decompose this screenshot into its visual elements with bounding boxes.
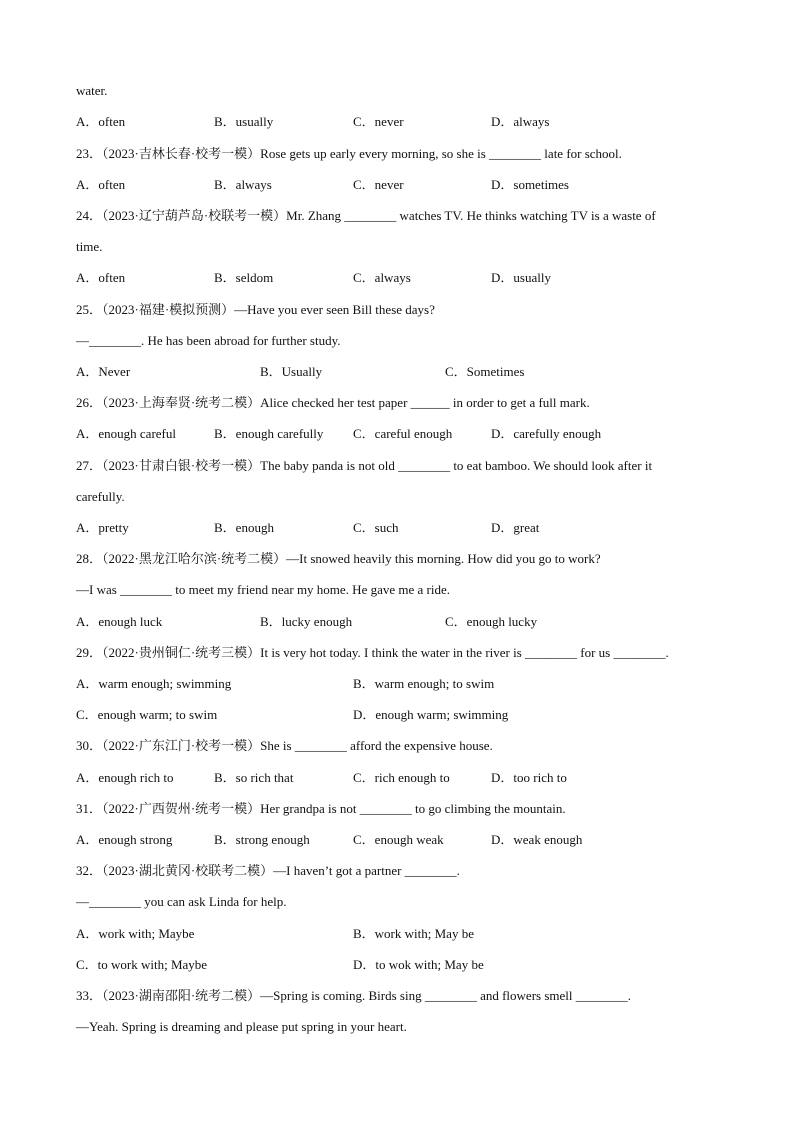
option-c: C．enough lucky <box>445 614 538 629</box>
option-a: A．pretty <box>76 520 129 535</box>
question-28-reply: —I was ________ to meet my friend near my home. He gave me a ride. <box>76 582 450 597</box>
question-32-reply: —________ you can ask Linda for help. <box>76 894 287 909</box>
question-25-stem: 25．（2023·福建·模拟预测）—Have you ever seen Bill these days? <box>76 302 435 317</box>
option-b: B．always <box>214 177 272 192</box>
option-c: C．enough weak <box>353 832 444 847</box>
option-d: D．always <box>491 114 550 129</box>
option-b: B．usually <box>214 114 274 129</box>
question-26-stem: 26．（2023·上海奉贤·统考二模）Alice checked her test paper ______ in order to get a full mark. <box>76 395 590 410</box>
option-a: A．enough careful <box>76 426 176 441</box>
option-b: B．warm enough; to swim <box>353 676 495 691</box>
question-33-reply: —Yeah. Spring is dreaming and please put spring in your heart. <box>76 1019 407 1034</box>
question-33-stem: 33．（2023·湖南邵阳·统考二模）—Spring is coming. Birds sing ________ and flowers smell ________. <box>76 988 632 1003</box>
option-c: C．always <box>353 270 411 285</box>
option-d: D．enough warm; swimming <box>353 707 509 722</box>
question-30-stem: 30．（2022·广东江门·校考一模）She is ________ afford the expensive house. <box>76 738 493 753</box>
question-32-stem: 32．（2023·湖北黄冈·校联考二模）—I haven’t got a partner ________. <box>76 863 460 878</box>
option-c: C．rich enough to <box>353 770 450 785</box>
option-a: A．enough strong <box>76 832 173 847</box>
option-b: B．strong enough <box>214 832 310 847</box>
option-b: B．lucky enough <box>260 614 353 629</box>
option-d: D．sometimes <box>491 177 569 192</box>
option-c: C．such <box>353 520 399 535</box>
question-28-stem: 28．（2022·黑龙江哈尔滨·统考二模）—It snowed heavily this morning. How did you go to work? <box>76 551 601 566</box>
question-24-stem-cont: time. <box>76 239 103 254</box>
option-c: C．Sometimes <box>445 364 525 379</box>
option-d: D．too rich to <box>491 770 567 785</box>
option-b: B．enough carefully <box>214 426 324 441</box>
option-a: A．Never <box>76 364 131 379</box>
question-31-stem: 31．（2022·广西贺州·统考一模）Her grandpa is not ________ to go climbing the mountain. <box>76 801 566 816</box>
option-c: C．never <box>353 177 404 192</box>
question-25-reply: —________. He has been abroad for further study. <box>76 333 341 348</box>
question-23-stem: 23．（2023·吉林长春·校考一模）Rose gets up early every morning, so she is ________ late for school. <box>76 146 622 161</box>
option-a: A．warm enough; swimming <box>76 676 232 691</box>
option-a: A．enough rich to <box>76 770 174 785</box>
option-c: C．never <box>353 114 404 129</box>
option-d: D．weak enough <box>491 832 583 847</box>
question-27-stem: 27．（2023·甘肃白银·校考一模）The baby panda is not old ________ to eat bamboo. We should look after it <box>76 458 653 473</box>
option-a: A．enough luck <box>76 614 163 629</box>
option-b: B．work with; May be <box>353 926 474 941</box>
question-24-stem: 24．（2023·辽宁葫芦岛·校联考一模）Mr. Zhang ________ watches TV. He thinks watching TV is a waste of <box>76 208 656 223</box>
option-d: D．great <box>491 520 540 535</box>
option-b: B．so rich that <box>214 770 294 785</box>
question-29-stem: 29．（2022·贵州铜仁·统考三模）It is very hot today. I think the water in the river is ________ for us ________. <box>76 645 669 660</box>
option-a: A．often <box>76 177 126 192</box>
option-b: B．Usually <box>260 364 323 379</box>
option-c: C．careful enough <box>353 426 453 441</box>
question-22-stem-end: water. <box>76 83 108 98</box>
option-a: A．often <box>76 114 126 129</box>
option-b: B．seldom <box>214 270 274 285</box>
option-c: C．to work with; Maybe <box>76 957 208 972</box>
option-d: D．usually <box>491 270 551 285</box>
option-a: A．work with; Maybe <box>76 926 195 941</box>
question-27-stem-cont: carefully. <box>76 489 125 504</box>
option-b: B．enough <box>214 520 274 535</box>
option-d: D．carefully enough <box>491 426 602 441</box>
option-c: C．enough warm; to swim <box>76 707 218 722</box>
option-a: A．often <box>76 270 126 285</box>
option-d: D．to wok with; May be <box>353 957 484 972</box>
